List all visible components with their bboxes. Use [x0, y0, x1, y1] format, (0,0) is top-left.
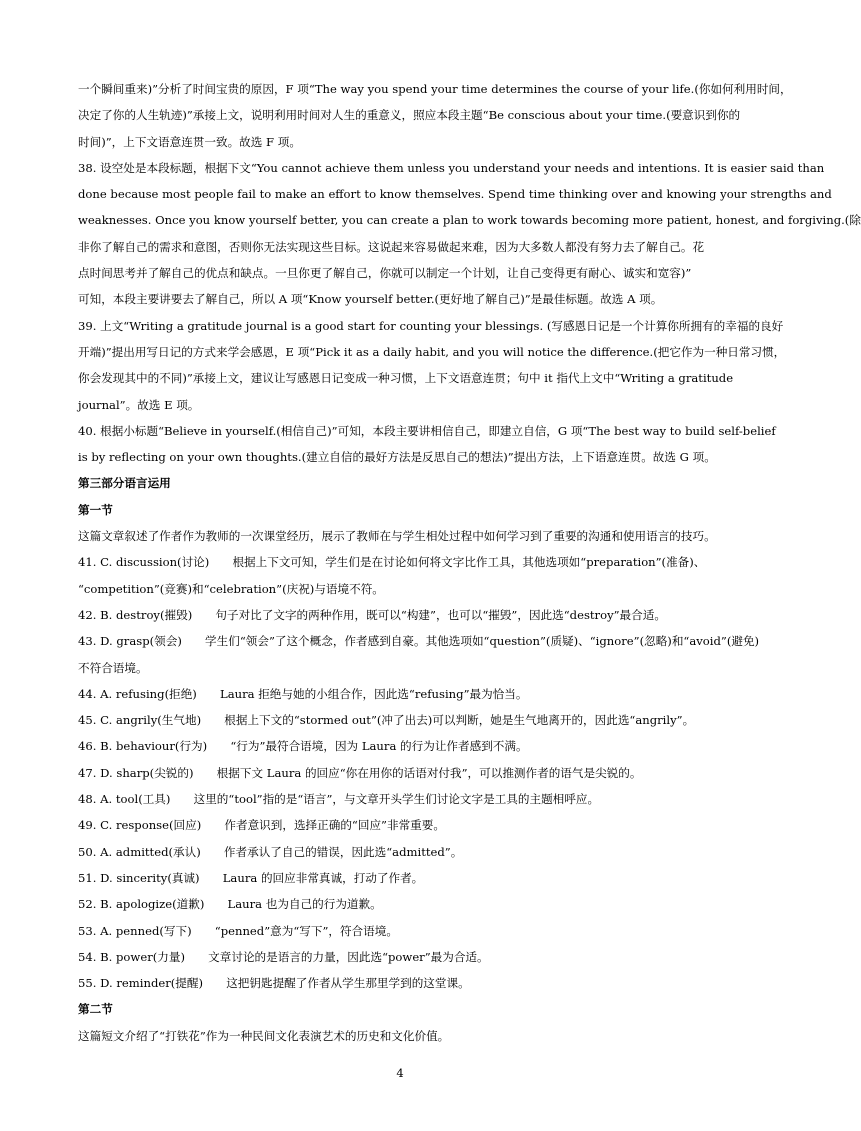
text-line: 49. C. response(回应) 作者意识到，选择正确的“回应”非常重要。: [78, 818, 445, 833]
section-heading: 第二节: [78, 1002, 113, 1017]
text-line: 38. 设空处是本段标题，根据下文“You cannot achieve them unless you understand your needs and intentions. It is easier said than: [78, 160, 825, 175]
text-line: 51. D. sincerity(真诚) Laura 的回应非常真诚，打动了作者。: [78, 870, 424, 885]
text-line: 43. D. grasp(领会) 学生们“领会”了这个概念，作者感到自豪。其他选项如“question”(质疑)、“ignore”(忽略)和“avoid”(避免): [78, 634, 760, 649]
document-body: [78, 76, 861, 1049]
text-line: 54. B. power(力量) 文章讨论的是语言的力量，因此选“power”最为合适。: [78, 949, 489, 964]
text-line: 可知，本段主要讲要去了解自己，所以 A 项“Know yourself better.(更好地了解自己)”是最佳标题。故选 A 项。: [78, 292, 663, 307]
text-line: 47. D. sharp(尖锐的) 根据下文 Laura 的回应“你在用你的话语对付我”，可以推测作者的语气是尖锐的。: [78, 765, 642, 780]
page-number: 4: [396, 1066, 404, 1080]
text-line: 非你了解自己的需求和意图，否则你无法实现这些目标。这说起来容易做起来难，因为大多数人都没有努力去了解自己。花: [78, 239, 705, 254]
text-line: 55. D. reminder(提醒) 这把钥匙提醒了作者从学生那里学到的这堂课。: [78, 976, 470, 991]
text-line: 你会发现其中的不同)”承接上文，建议让写感恩日记变成一种习惯，上下文语意连贯；句中 it 指代上文中“Writing a gratitude: [78, 371, 734, 386]
text-line: is by reflecting on your own thoughts.(建立自信的最好方法是反思自己的想法)”提出方法，上下语意连贯。故选 G 项。: [78, 450, 716, 465]
text-line: 不符合语境。: [78, 660, 148, 675]
section-heading: 第三部分语言运用: [78, 476, 171, 491]
text-line: 44. A. refusing(拒绝) Laura 拒绝与她的小组合作，因此选“refusing”最为恰当。: [78, 686, 528, 701]
section-heading: 第一节: [78, 502, 113, 517]
text-line: weaknesses. Once you know yourself better, you can create a plan to work towards becoming more patient, honest, and forgiving.(除: [78, 213, 861, 228]
text-line: 时间)”，上下文语意连贯一致。故选 F 项。: [78, 134, 301, 149]
text-line: 一个瞬间重来)”分析了时间宝贵的原因，F 项“The way you spend your time determines the course of your life.(你如何利用时间，: [78, 82, 792, 96]
text-line: 40. 根据小标题“Believe in yourself.(相信自己)”可知，本段主要讲相信自己，即建立自信，G 项“The best way to build self-belief: [78, 423, 776, 438]
text-line: 41. C. discussion(讨论) 根据上下文可知，学生们是在讨论如何将文字比作工具，其他选项如“preparation”(准备)、: [78, 555, 706, 570]
text-line: 50. A. admitted(承认) 作者承认了自己的错误，因此选“admitted”。: [78, 844, 463, 859]
text-line: 开端)”提出用写日记的方式来学会感恩，E 项“Pick it as a daily habit, and you will notice the difference.(把它作为一种日常习惯，: [78, 344, 786, 359]
text-line: done because most people fail to make an effort to know themselves. Spend time thinking over and knowing your strengths and: [78, 187, 832, 202]
text-line: 点时间思考并了解自己的优点和缺点。一旦你更了解自己，你就可以制定一个计划，让自己变得更有耐心、诚实和宽容)”: [78, 266, 692, 281]
text-line: 48. A. tool(工具) 这里的“tool”指的是“语言”，与文章开头学生们讨论文字是工具的主题相呼应。: [78, 792, 600, 807]
text-line: 53. A. penned(写下) “penned”意为“写下”，符合语境。: [78, 923, 398, 938]
text-line: 这篇短文介绍了“打铁花”作为一种民间文化表演艺术的历史和文化价值。: [78, 1028, 450, 1043]
text-line: 52. B. apologize(道歉) Laura 也为自己的行为道歉。: [78, 897, 382, 912]
text-line: 42. B. destroy(摧毁) 句子对比了文字的两种作用，既可以“构建”，也可以“摧毁”，因此选“destroy”最合适。: [78, 607, 666, 622]
text-line: 39. 上文“Writing a gratitude journal is a good start for counting your blessings. (写感恩日记是一个计算你所拥有的幸福的良好: [78, 318, 784, 333]
text-line: “competition”(竞赛)和“celebration”(庆祝)与语境不符。: [78, 581, 384, 596]
text-line: 45. C. angrily(生气地) 根据上下文的“stormed out”(冲了出去)可以判断，她是生气地离开的，因此选“angrily”。: [78, 713, 695, 728]
text-line: journal”。故选 E 项。: [78, 397, 200, 412]
text-line: 决定了你的人生轨迹)”承接上文，说明利用时间对人生的重意义，照应本段主题“Be conscious about your time.(要意识到你的: [78, 108, 741, 123]
text-line: 46. B. behaviour(行为) “行为”最符合语境，因为 Laura 的行为让作者感到不满。: [78, 739, 528, 754]
text-line: 这篇文章叙述了作者作为教师的一次课堂经历，展示了教师在与学生相处过程中如何学习到了重要的沟通和使用语言的技巧。: [78, 529, 716, 544]
